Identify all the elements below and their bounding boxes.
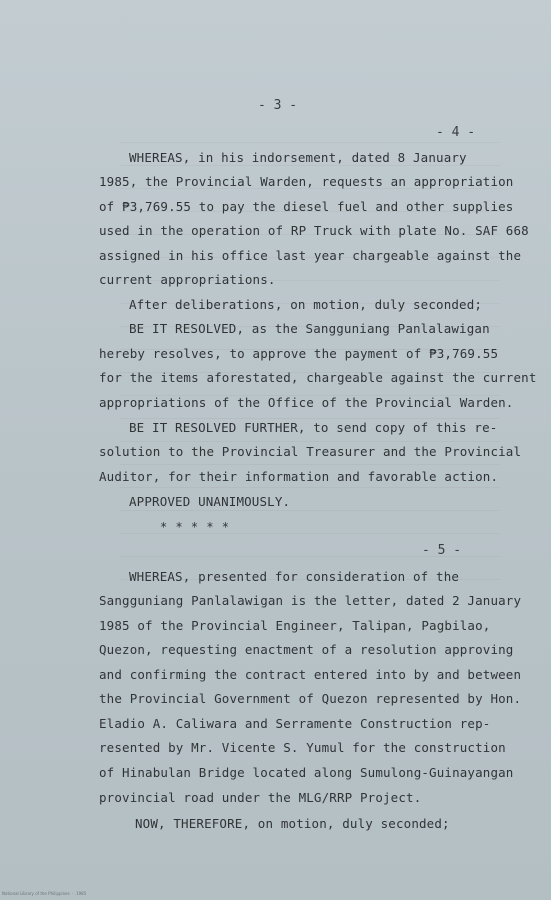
text-line: WHEREAS, presented for consideration of the	[129, 569, 460, 584]
text-line: appropriations of the Office of the Provincial Warden.	[99, 395, 514, 410]
separator-stars: * * * * *	[160, 520, 230, 534]
text-line: 1985, the Provincial Warden, requests an appropriation	[99, 174, 514, 189]
text-line: WHEREAS, in his indorsement, dated 8 January	[129, 150, 467, 165]
text-line: the Provincial Government of Quezon represented by Hon.	[99, 691, 522, 706]
page-marker: - 3 -	[258, 98, 298, 113]
footer-attribution: National Library of the Philippines · 1985	[2, 891, 87, 896]
text-line: assigned in his office last year chargeable against the	[99, 248, 522, 263]
text-line: After deliberations, on motion, duly seconded;	[129, 297, 483, 312]
text-line: for the items aforestated, chargeable against the current	[99, 370, 537, 385]
text-line: Sangguniang Panlalawigan is the letter, dated 2 January	[99, 593, 522, 608]
text-line: NOW, THEREFORE, on motion, duly seconded;	[135, 816, 450, 831]
section-4-number: - 4 -	[436, 125, 476, 140]
text-line: hereby resolves, to approve the payment of ₱3,769.55	[99, 346, 499, 361]
text-line: Quezon, requesting enactment of a resolution approving	[99, 642, 514, 657]
text-line: current appropriations.	[99, 272, 276, 287]
text-line: of Hinabulan Bridge located along Sumulong-Guinayangan	[99, 765, 514, 780]
text-line: BE IT RESOLVED, as the Sangguniang Panlalawigan	[129, 321, 490, 336]
text-line: and confirming the contract entered into by and between	[99, 667, 522, 682]
text-line: APPROVED UNANIMOUSLY.	[129, 494, 291, 509]
text-line: BE IT RESOLVED FURTHER, to send copy of this re-	[129, 420, 498, 435]
text-line: 1985 of the Provincial Engineer, Talipan, Pagbilao,	[99, 618, 491, 633]
text-line: solution to the Provincial Treasurer and the Provincial	[99, 444, 522, 459]
text-line: of ₱3,769.55 to pay the diesel fuel and other supplies	[99, 199, 514, 214]
text-line: used in the operation of RP Truck with plate No. SAF 668	[99, 223, 529, 238]
text-line: Eladio A. Caliwara and Serramente Construction rep-	[99, 716, 491, 731]
text-line: provincial road under the MLG/RRP Project.	[99, 790, 422, 805]
text-line: resented by Mr. Vicente S. Yumul for the construction	[99, 740, 506, 755]
text-line: Auditor, for their information and favorable action.	[99, 469, 499, 484]
section-5-number: - 5 -	[422, 543, 462, 558]
